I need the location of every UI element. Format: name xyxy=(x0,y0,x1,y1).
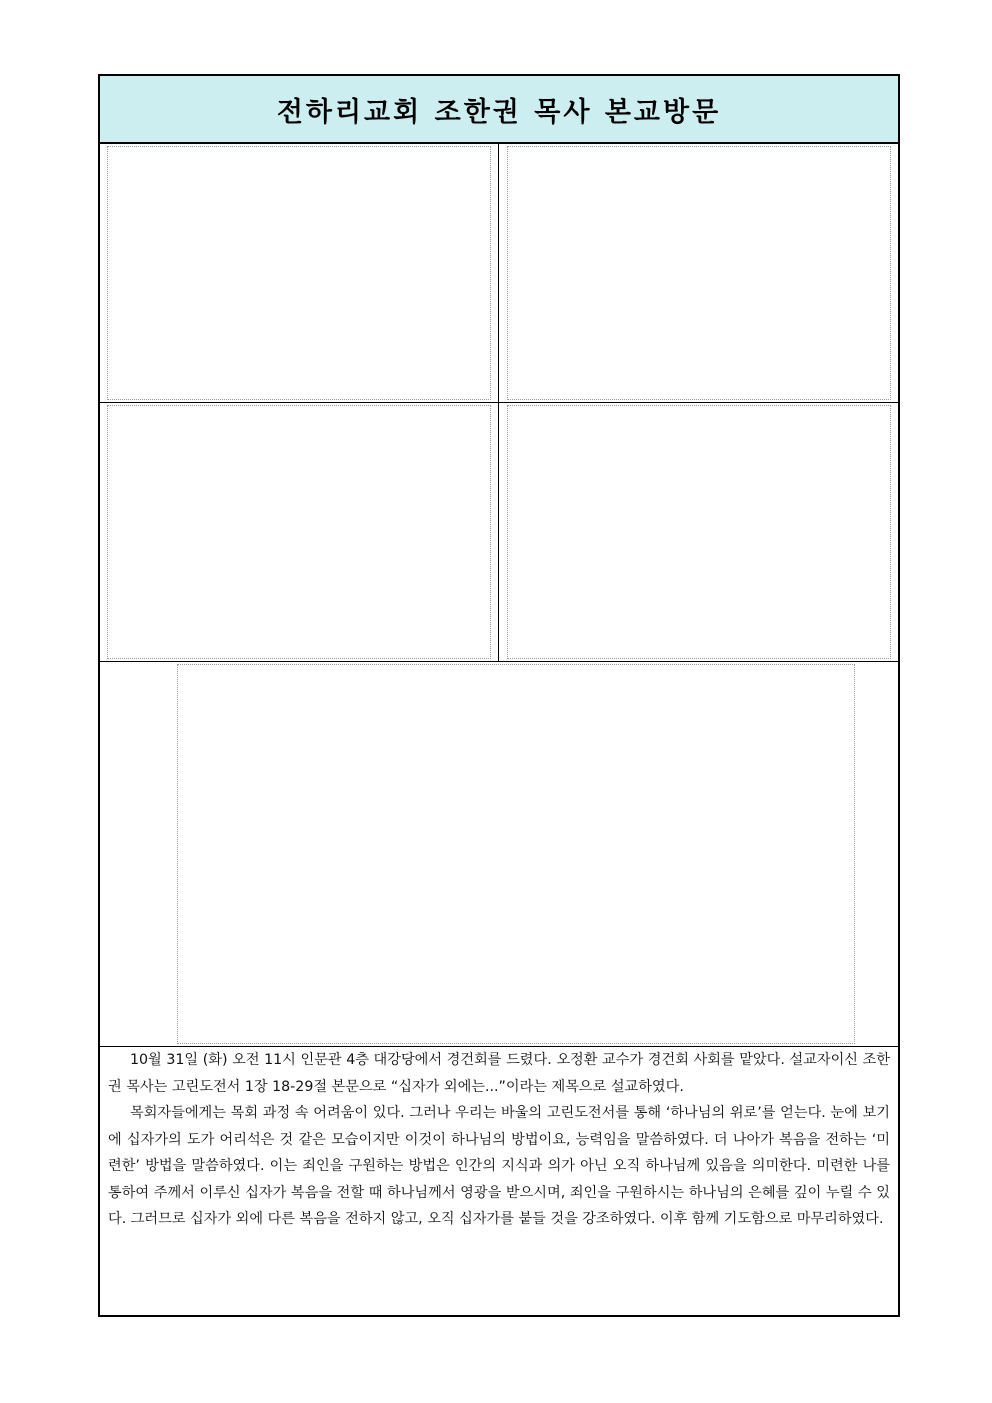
report-frame xyxy=(98,74,900,1317)
body-paragraph: 목회자들에게는 목회 과정 속 어려움이 있다. 그러나 우리는 바울의 고린도전서를 통해 ‘하나님의 위로’를 얻는다. 눈에 보기에 십자가의 도가 어리석은 것 같은 모습이지만 이것이 하나님의 방법이요, 능력임을 말씀하였다. 더 나아가 복음을 전하는 ‘미련한’ 방법을 말씀하였다. 이는 죄인을 구원하는 방법은 인간의 지식과 의가 아닌 오직 하나님께 있음을 의미한다. 미련한 나를 통하여 주께서 이루신 십자가 복음을 전할 때 하나님께서 영광을 받으시며, 죄인을 구원하시는 하나님의 은혜를 깊이 누릴 수 있다. 그러므로 십자가 외에 다른 복음을 전하지 않고, 오직 십자가를 붙들 것을 강조하였다. 이후 함께 기도함으로 마무리하였다. xyxy=(108,1105,890,1227)
photo-cell-3 xyxy=(100,403,499,661)
photo-cell-2 xyxy=(500,144,898,402)
photo-placeholder-4 xyxy=(507,405,891,659)
title-cell xyxy=(100,76,898,144)
photo-placeholder-3 xyxy=(107,405,491,659)
photo-placeholder-5 xyxy=(177,664,855,1044)
photo-row-3 xyxy=(100,662,898,1047)
photo-placeholder-1 xyxy=(107,146,491,400)
page-title: 전하리교회 조한권 목사 본교방문 xyxy=(276,96,722,128)
photo-row-1 xyxy=(100,144,898,403)
photo-cell-4 xyxy=(500,403,898,661)
body-paragraph: 10월 31일 (화) 오전 11시 인문관 4층 대강당에서 경건회를 드렸다. 오정환 교수가 경건회 사회를 맡았다. 설교자이신 조한권 목사는 고린도전서 1장 18-29절 본문으로 “십자가 외에는...”이라는 제목으로 설교하였다. xyxy=(108,1052,890,1095)
photo-cell-1 xyxy=(100,144,499,402)
photo-placeholder-2 xyxy=(507,146,891,400)
report-body xyxy=(100,1047,898,1315)
photo-row-2 xyxy=(100,403,898,662)
